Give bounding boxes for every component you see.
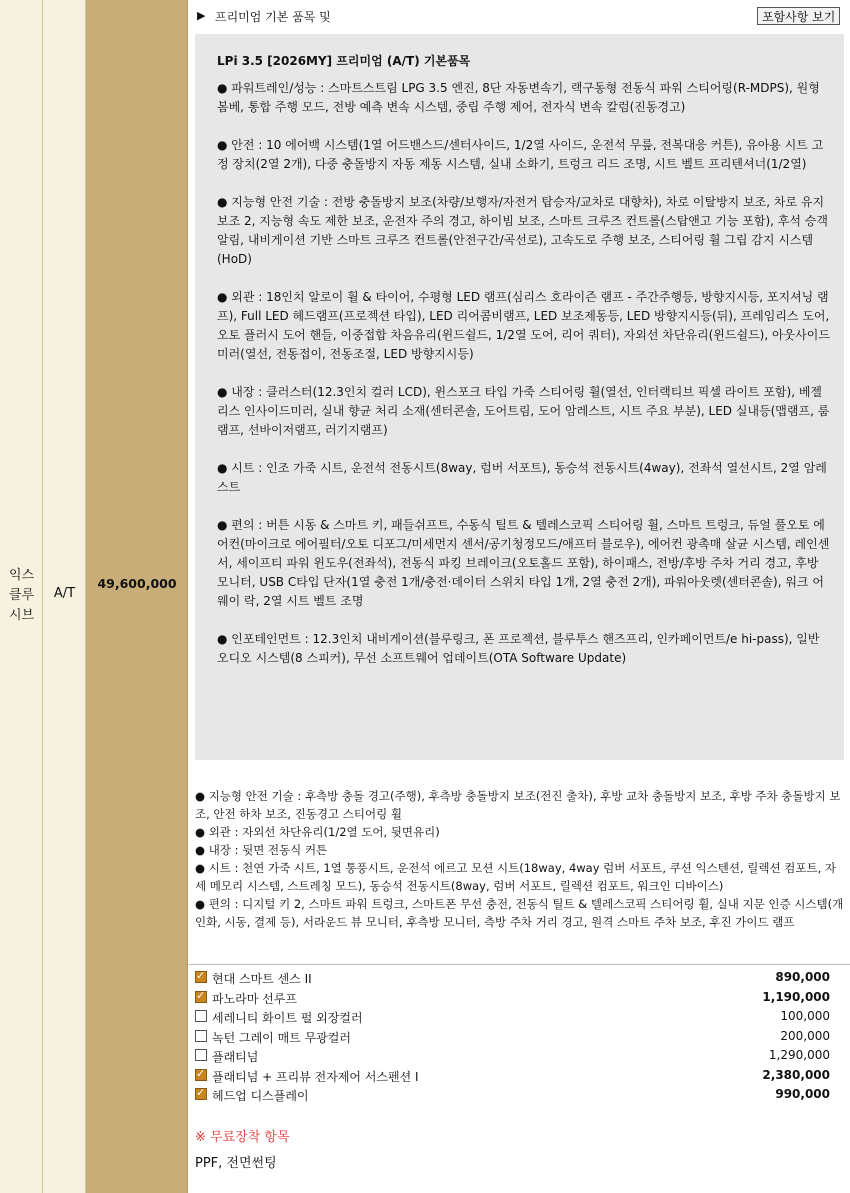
option-name: 녹턴 그레이 매트 무광컬러: [212, 1030, 351, 1045]
exclusive-item: ● 지능형 안전 기술 : 후측방 충돌 경고(주행), 후측방 충돌방지 보조(전진 출차), 후방 교차 충돌방지 보조, 후방 주차 충돌방지 보조, 안전 하차 보조, 진동경고 스티어링 휠: [195, 789, 841, 821]
basic-items-box: [195, 34, 844, 760]
option-checkbox[interactable]: [195, 991, 207, 1003]
option-name: 파노라마 선루프: [212, 991, 297, 1006]
divider: [189, 964, 850, 965]
option-list: [195, 968, 830, 1105]
option-row[interactable]: [195, 1007, 830, 1027]
option-row[interactable]: [195, 1085, 830, 1105]
option-row[interactable]: [195, 1027, 830, 1047]
option-price: 200,000: [780, 1028, 830, 1043]
trim-name-line: 시브: [8, 608, 35, 623]
option-checkbox[interactable]: [195, 1088, 207, 1100]
option-name: 헤드업 디스플레이: [212, 1089, 309, 1103]
option-checkbox[interactable]: [195, 1049, 207, 1061]
option-checkbox[interactable]: [195, 971, 207, 983]
exclusive-item: ● 내장 : 뒷면 전동식 커튼: [195, 843, 328, 857]
basic-item-infotainment: ● 인포테인먼트 : 12.3인치 내비게이션(블루링크, 폰 프로젝션, 블루투스 핸즈프리, 인카페이먼트/e hi-pass), 일반 오디오 시스템(8 스피커), 무선 소프트웨어 업데이트(OTA Software Update): [217, 632, 820, 665]
basic-item-exterior: ● 외관 : 18인치 알로이 휠 & 타이어, 수평형 LED 램프(심리스 호라이즌 램프 - 주간주행등, 방향지시등, 포지셔닝 램프), Full LED 헤드램프(프로젝션 타입), LED 리어콤비램프, LED 보조제동등, LED 방향지시등(뒤), 프레임리스 도어, 오토 플러시 도어 핸들, 이중접합 차음유리(윈드쉴드, 1/2열 도어, 리어 쿼터), 자외선 차단유리(윈드쉴드), 아웃사이드미러(열선, 전동접이, 전동조절, LED 방향지시등): [217, 290, 830, 361]
basic-item-powertrain: ● 파워트레인/성능 : 스마트스트림 LPG 3.5 엔진, 8단 자동변속기, 랙구동형 전동식 파워 스티어링(R-MDPS), 원형봄베, 통합 주행 모드, 전방 예측 변속 시스템, 중립 주행 제어, 전자식 변속 칼럼(진동경고): [217, 81, 820, 114]
option-price: 1,290,000: [768, 1048, 830, 1062]
transmission-label: A/T: [53, 586, 76, 601]
option-price: 1,190,000: [762, 989, 830, 1004]
option-row[interactable]: [195, 1046, 830, 1066]
option-row[interactable]: [195, 1066, 830, 1086]
option-price: 890,000: [775, 970, 830, 984]
option-row[interactable]: [195, 968, 830, 988]
exclusive-item: ● 외관 : 자외선 차단유리(1/2열 도어, 뒷면유리): [195, 825, 440, 839]
basic-items-title: LPi 3.5 [2026MY] 프리미엄 (A/T) 기본품목: [217, 54, 471, 68]
free-install-heading: ※ 무료장착 항목: [195, 1130, 290, 1145]
option-name: 플래티넘: [212, 1050, 259, 1064]
free-install-items: PPF, 전면썬팅: [195, 1156, 277, 1171]
exclusive-item: ● 편의 : 디지털 키 2, 스마트 파워 트렁크, 스마트폰 무선 충전, 전동식 틸트 & 텔레스코픽 스티어링 휠, 실내 지문 인증 시스템(개인화, 시동, 결제 등), 서라운드 뷰 모니터, 후측방 모니터, 측방 주차 거리 경고, 원격 스마트 주차 보조, 후진 가이드 램프: [195, 897, 844, 929]
option-name: 세레니티 화이트 펄 외장컬러: [212, 1011, 363, 1025]
trim-content: [189, 0, 850, 1193]
option-checkbox[interactable]: [195, 1010, 207, 1022]
option-checkbox[interactable]: [195, 1069, 207, 1081]
exclusive-items: [195, 787, 844, 931]
basic-item-convenience: ● 편의 : 버튼 시동 & 스마트 키, 패들쉬프트, 수동식 틸트 & 텔레스코픽 스티어링 휠, 스마트 트렁크, 듀얼 풀오토 에어컨(마이크로 에어필터/오토 디포그/미세먼지 센서/공기청정모드/애프터 블로우), 에어컨 광촉매 살균 시스템, 레인센서, 세이프티 파워 윈도우(전좌석), 전동식 파킹 브레이크(오토홀드 포함), 하이패스, 전방/후방 주차 거리 경고, 후방 모니터, USB C타입 단자(1열 충전 1개/충전·데이터 스위치 타입 1개, 2열 충전 2개), 파워아웃렛(센터콘솔), 워크 어웨이 락, 2열 시트 벨트 조명: [217, 518, 830, 608]
trim-name: [0, 566, 43, 626]
basic-item-safety: ● 안전 : 10 에어백 시스템(1열 어드밴스드/센터사이드, 1/2열 사이드, 운전석 무릎, 전복대응 커튼), 유아용 시트 고정 장치(2열 2개), 다중 충돌방지 자동 제동 시스템, 실내 소화기, 트렁크 리드 조명, 시트 벨트 프리텐셔너(1/2열): [217, 138, 824, 171]
option-row[interactable]: [195, 988, 830, 1008]
trim-name-line: 익스: [8, 568, 35, 583]
option-price: 2,380,000: [762, 1067, 830, 1082]
basic-item-interior: ● 내장 : 클러스터(12.3인치 컬러 LCD), 윈스포크 타입 가죽 스티어링 휠(열선, 인터랙티브 픽셀 라이트 포함), 베젤리스 인사이드미러, 실내 향균 처리 소재(센터콘솔, 도어트림, 도어 암레스트, 시트 주요 부분), LED 실내등(맵램프, 룸램프, 선바이저램프, 러기지램프): [217, 385, 830, 437]
option-name: 현대 스마트 센스 II: [212, 972, 312, 986]
show-included-button[interactable]: 포함사항 보기: [757, 7, 840, 25]
basic-items-header: [189, 0, 850, 34]
option-price: 990,000: [775, 1087, 830, 1101]
price-column: [86, 0, 188, 1193]
triangle-right-icon: ▶: [197, 9, 206, 22]
option-checkbox[interactable]: [195, 1030, 207, 1042]
option-name: 플래티넘 + 프리뷰 전자제어 서스펜션 I: [212, 1069, 419, 1084]
base-price: 49,600,000: [97, 576, 177, 591]
basic-item-seat: ● 시트 : 인조 가죽 시트, 운전석 전동시트(8way, 럼버 서포트), 동승석 전동시트(4way), 전좌석 열선시트, 2열 암레스트: [217, 461, 827, 494]
exclusive-item: ● 시트 : 천연 가죽 시트, 1열 통풍시트, 운전석 에르고 모션 시트(18way, 4way 럼버 서포트, 쿠션 익스텐션, 릴렉션 컴포트, 자세 메모리 시스템, 스트레칭 모드), 동승석 전동시트(8way, 럼버 서포트, 릴렉션 컴포트, 워크인 디바이스): [195, 861, 837, 893]
basic-items-heading: 프리미엄 기본 품목 및: [215, 10, 331, 24]
option-price: 100,000: [780, 1009, 830, 1023]
trim-name-line: 클루: [8, 588, 35, 603]
basic-item-smart-safety: ● 지능형 안전 기술 : 전방 충돌방지 보조(차량/보행자/자전거 탑승자/교차로 대향차), 차로 이탈방지 보조, 차로 유지 보조 2, 지능형 속도 제한 보조, 운전자 주의 경고, 하이빔 보조, 스마트 크루즈 컨트롤(스탑앤고 기능 포함), 후석 승객 알림, 내비게이션 기반 스마트 크루즈 컨트롤(안전구간/곡선로), 고속도로 주행 보조, 스티어링 휠 그립 감지 시스템(HoD): [217, 195, 828, 266]
